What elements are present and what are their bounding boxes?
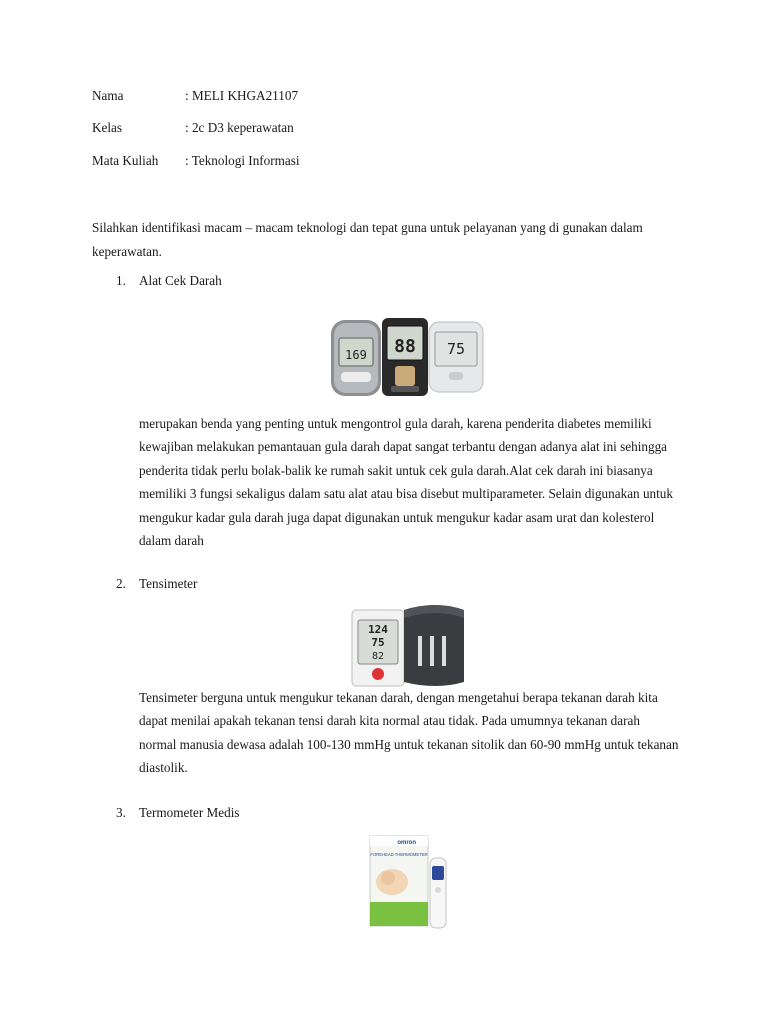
glucose-reading-3: 75	[446, 340, 466, 358]
item-title-3: Termometer Medis	[139, 805, 240, 820]
item-description-2: Tensimeter berguna untuk mengukur tekanan darah, dengan mengetahui berapa tekanan darah kita dapat menilai apakah tekanan tensi darah kita normal atau tidak. Pada umumnya tekanan darah normal manusia dewasa adalah 100-130 mmHg untuk tekanan sitolik dan 60-90 mmHg untuk tekanan diastolik.	[139, 690, 679, 776]
glucose-meter-black	[382, 318, 428, 396]
systolic-reading: 124	[368, 623, 388, 636]
intro-paragraph: Silahkan identifikasi macam – macam teknologi dan tepat guna untuk pelayanan yang di gunakan dalam keperawatan.	[92, 220, 643, 259]
bp-cuff	[404, 605, 464, 686]
item-description-1: merupakan benda yang penting untuk mengontrol gula darah, karena penderita diabetes memiliki kewajiban melakukan pemantauan gula darah dapat sangat terbantu dengan adanya alat ini sehingga penderita tidak perlu bolak-balik ke rumah sakit untuk cek gula darah.Alat cek darah ini biasanya memiliki 3 fungsi sekaligus dalam satu alat atau bisa disebut multiparameter. Selain digunakan untuk mengukur kadar gula darah juga dapat digunakan untuk mengukur kadar asam urat dan kolesterol dalam darah	[139, 416, 673, 549]
item-number-2: 2.	[116, 576, 126, 591]
kelas-value: : 2c D3 keperawatan	[185, 120, 294, 135]
item-number-3: 3.	[116, 805, 126, 820]
box-title-text: FOREHEAD THERMOMETER	[370, 852, 428, 857]
forehead-thermometer-image	[362, 832, 458, 932]
glucose-reading-1: 169	[345, 348, 367, 362]
thermometer-device	[430, 858, 446, 928]
item-title-1: Alat Cek Darah	[139, 273, 222, 288]
matkul-value: : Teknologi Informasi	[185, 153, 300, 168]
nama-label: Nama	[92, 88, 124, 103]
omron-brand-text: omron	[397, 840, 416, 846]
nama-value: : MELI KHGA21107	[185, 88, 299, 103]
item-number-1: 1.	[116, 273, 126, 288]
blood-pressure-monitor-image	[340, 600, 472, 688]
matkul-label: Mata Kuliah	[92, 153, 159, 168]
diastolic-reading: 75	[371, 636, 385, 649]
glucose-meter-gray	[331, 320, 381, 396]
pulse-reading: 82	[371, 651, 385, 662]
bp-monitor-unit	[352, 610, 404, 686]
kelas-label: Kelas	[92, 120, 123, 135]
glucose-meter-white	[429, 322, 483, 392]
glucose-reading-2: 88	[394, 336, 416, 357]
item-title-2: Tensimeter	[139, 576, 198, 591]
thermometer-box	[370, 836, 428, 926]
blood-glucose-meters-image	[321, 294, 497, 406]
